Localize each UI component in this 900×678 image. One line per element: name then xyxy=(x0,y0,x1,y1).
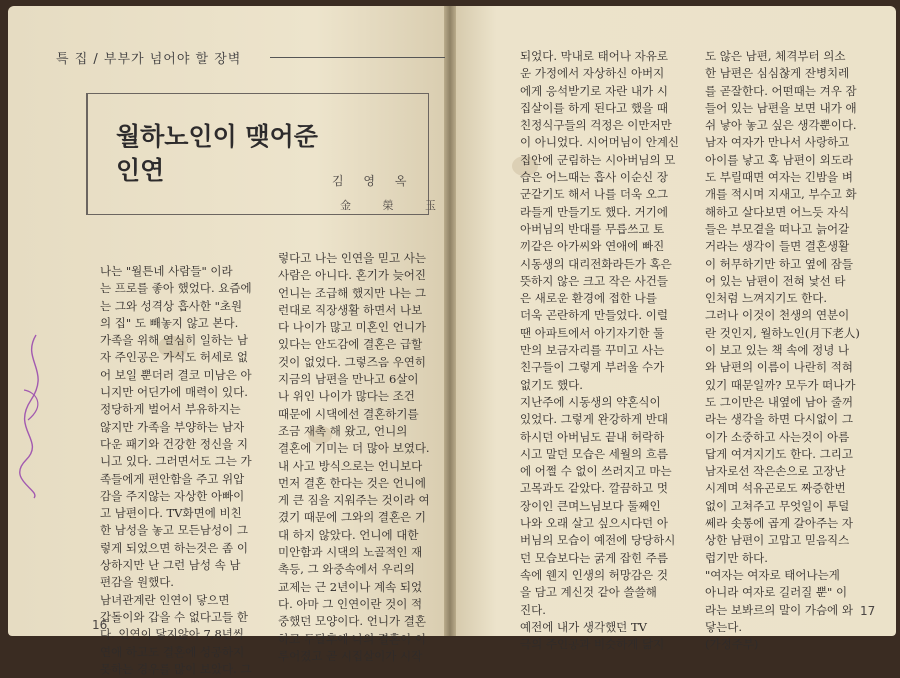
text-line: 나 위인 나이가 많다는 조건 xyxy=(278,389,415,404)
text-line: 족들에게 편안함을 주고 위압 xyxy=(100,471,245,486)
text-line: 없이 고쳐주고 무엇일이 투덜 xyxy=(705,498,850,513)
author-name: 김 영 옥 xyxy=(332,174,415,188)
text-line: 이 아니었다. 시어머님이 안계신 xyxy=(520,135,680,150)
text-line: 어 보일 뿐더러 결코 미남은 아 xyxy=(100,367,252,382)
text-line: 는 프로를 좋아 했었다. 요즘에 xyxy=(100,281,252,296)
text-line: 것이 없었다. 그렇즈음 우연히 xyxy=(278,354,426,369)
text-line: 미안함과 시댁의 노골적인 재 xyxy=(278,545,423,560)
text-line: 시계며 석유곤로도 짜증한번 xyxy=(705,481,846,496)
text-line: 끼같은 아가씨와 연애에 빠진 xyxy=(520,239,665,254)
text-line: 땐 아파트에서 아기자기한 둘 xyxy=(520,325,665,340)
text-line: 갑돌이와 갑을 수 없다고들 한 xyxy=(100,609,248,624)
text-line: 있다는 안도감에 결혼은 급할 xyxy=(278,337,423,352)
text-line: 루어졌고 곧 시집살이가 시작 xyxy=(278,648,423,663)
text-line: 란 것인지, 월하노인(月下老人) xyxy=(705,325,860,340)
text-line: 편감을 원했다. xyxy=(100,575,174,590)
text-line: 다. 아마 그 인연이란 것이 적 xyxy=(278,596,423,611)
text-line: 진다. xyxy=(520,602,546,617)
text-line: 남자로선 작은손으로 고장난 xyxy=(705,464,846,479)
text-line: 던 모습보다는 굵게 잡힌 주름 xyxy=(520,550,668,565)
text-line: (가정주부) xyxy=(705,637,759,652)
text-line: 렇게 되었으면 하는것은 좀 이 xyxy=(100,540,248,555)
text-line: 시동생의 대리전화라든가 혹은 xyxy=(520,256,672,271)
text-line: 상한 남편이 고맙고 믿음직스 xyxy=(705,533,850,548)
text-line: 조금 재촉 해 왔고, 언니의 xyxy=(278,423,408,438)
text-line: 더욱 곤란하게 만들었다. 이럴 xyxy=(520,308,668,323)
author-name-hanja: 金 榮 玉 xyxy=(340,199,450,212)
text-line: "여자는 여자로 태어나는게 xyxy=(705,567,840,582)
text-line: 아버님의 반대를 무릅쓰고 토 xyxy=(520,221,665,236)
text-line: 에게 응석받기로 자란 내가 시 xyxy=(520,83,668,98)
text-line: 습은 어느때는 흡사 이순신 장 xyxy=(520,170,668,185)
text-line: 어 있는 남편이 전혀 낯선 타 xyxy=(705,273,846,288)
text-line: 겼기 때문에 그와의 결혼은 기 xyxy=(278,510,426,525)
right-column-2 xyxy=(705,48,870,653)
text-line: 한 남편은 심심찮게 잔병치레 xyxy=(705,66,850,81)
text-line: 남자 여자가 만나서 사랑하고 xyxy=(705,135,850,150)
text-line: 들어 있는 남편을 보면 내가 애 xyxy=(705,100,857,115)
text-line: 운 가정에서 자상하신 아버지 xyxy=(520,66,665,81)
text-line: 남녀관계란 인연이 닿으면 xyxy=(100,592,230,607)
title-line-2: 인연 xyxy=(116,156,165,185)
text-line: 집안에 군림하는 시아버님의 모 xyxy=(520,152,676,167)
text-line: 못하는 경우를 많이 보았다. 그 xyxy=(100,661,252,676)
text-line: 가족을 위해 열심히 일하는 남 xyxy=(100,333,248,348)
text-line: 도 그이만은 내옆에 남아 줄꺼 xyxy=(705,394,853,409)
text-line: 해하고 살다보면 어느듯 자식 xyxy=(705,204,850,219)
text-line: 않지만 가족을 부양하는 남자 xyxy=(100,419,245,434)
text-line: 언니는 조급해 했지만 나는 그 xyxy=(278,285,426,300)
title-line-1: 월하노인이 맺어준 xyxy=(116,122,318,151)
text-line: 교제는 근 2년이나 계속 되었 xyxy=(278,579,423,594)
text-line: 나와 오래 살고 싶으시다던 아 xyxy=(520,516,668,531)
text-line: 결혼에 기미는 더 많아 보였다. xyxy=(278,441,430,456)
text-line: 도 않은 남편, 체격부터 의소 xyxy=(705,49,846,63)
text-line: 친정식구들의 걱정은 이만저만 xyxy=(520,118,672,133)
text-line: 게 큰 짐을 지워주는 것이라 여 xyxy=(278,493,430,508)
text-line: 되었다. 막내로 태어나 자유로 xyxy=(520,49,668,63)
text-line: 예전에 내가 생각했던 TV xyxy=(520,619,647,634)
text-line: 하시던 아버님도 끝내 허락하 xyxy=(520,429,665,444)
text-line: 다. 인연이 닿지않아 7,8년씩 xyxy=(100,627,244,642)
text-line: 도 부릴때면 여자는 긴밤을 벼 xyxy=(705,170,853,185)
text-line: 사람은 아니다. 혼기가 늦어진 xyxy=(278,268,426,283)
text-line: 라는 생각을 하면 다시없이 그 xyxy=(705,412,853,427)
text-line: 대 하지 않았다. 언니에 대한 xyxy=(278,527,419,542)
article-title xyxy=(116,120,318,188)
text-line: 친구들이 그렇게 부러울 수가 xyxy=(520,360,665,375)
text-line: 없기도 했다. xyxy=(520,377,583,392)
text-line: 쎄라 솟통에 곱게 갈아주는 자 xyxy=(705,516,853,531)
text-line: 라는 보봐르의 말이 가슴에 와 xyxy=(705,602,853,617)
text-line: 연애 하고도 결혼에 성공하지 xyxy=(100,644,245,659)
text-line: 만의 보금자리를 꾸미고 사는 xyxy=(520,343,665,358)
text-line: 니고 있다. 그러면서도 그는 가 xyxy=(100,454,252,469)
text-line: 상하지만 난 그런 남성 속 남 xyxy=(100,558,241,573)
text-line: 지금의 남편을 만나고 6살이 xyxy=(278,372,419,387)
text-line: 극의 주인공과 비슷하게 닮지 xyxy=(520,637,665,652)
text-line: 거라는 생각이 들면 결혼생활 xyxy=(705,239,850,254)
text-line: 니지만 어딘가에 매력이 있다. xyxy=(100,385,248,400)
text-line: 장이인 큰며느님보다 둘째인 xyxy=(520,498,661,513)
text-line: 나는 "월튼네 사람들" 이라 xyxy=(100,264,233,278)
page-number-right: 17 xyxy=(860,604,876,618)
text-line: 답게 여겨지기도 한다. 그리고 xyxy=(705,446,853,461)
text-line: 때문에 시댁에선 결혼하기를 xyxy=(278,406,419,421)
text-line: 고목과도 같았다. 깔끔하고 멋 xyxy=(520,481,668,496)
text-line: 이 허무하기만 하고 옆에 잠들 xyxy=(705,256,853,271)
text-line: 의 집" 도 빼놓지 않고 본다. xyxy=(100,315,239,330)
section-header: 특 집 / 부부가 넘어야 할 장벽 xyxy=(56,52,242,67)
text-line: 럽기만 하다. xyxy=(705,550,768,565)
text-line: 시고 말던 모습은 세월의 흐름 xyxy=(520,446,668,461)
text-line: 집살이를 하게 된다고 했을 때 xyxy=(520,100,668,115)
pen-scribble-mark xyxy=(16,330,56,500)
text-line: 렇다고 나는 인연을 믿고 사는 xyxy=(278,251,426,265)
text-line: 이가 소중하고 사는것이 아름 xyxy=(705,429,850,444)
text-line: 지난주에 시동생의 약혼식이 xyxy=(520,394,661,409)
text-line: 자 주인공은 가식도 허세로 없 xyxy=(100,350,248,365)
text-line: 군같기도 해서 나를 더욱 오그 xyxy=(520,187,668,202)
text-line: 개를 적시며 지새고, 부수고 화 xyxy=(705,187,857,202)
text-line: 버님의 모습이 예전에 당당하시 xyxy=(520,533,676,548)
header-rule xyxy=(270,57,445,58)
text-line: 한 남성을 놓고 모든남성이 그 xyxy=(100,523,248,538)
text-line: 촉등, 그 와중속에서 우리의 xyxy=(278,562,415,577)
left-column-1 xyxy=(100,263,270,678)
text-line: 은 새로운 환경에 접한 나를 xyxy=(520,291,657,306)
text-line: 그러나 이것이 천생의 연분이 xyxy=(705,308,850,323)
text-line: 다운 패기와 건강한 정신을 지 xyxy=(100,436,248,451)
right-column-1 xyxy=(520,48,685,653)
text-line: 하고 두달후에 나의 결혼이 이 xyxy=(278,631,426,646)
text-line: 인처럼 느껴지기도 한다. xyxy=(705,291,828,306)
text-line: 먼저 결혼 한다는 것은 언니에 xyxy=(278,475,426,490)
text-line: 닿는다. xyxy=(705,619,742,634)
text-line: 뜻하지 않은 크고 작은 사건들 xyxy=(520,273,668,288)
book-gutter xyxy=(444,6,456,636)
text-line: 런대로 직장생활 하면서 나보 xyxy=(278,302,423,317)
text-line: 와 남편의 이름이 나란히 적혀 xyxy=(705,360,853,375)
text-line: 다 나이가 많고 미혼인 언니가 xyxy=(278,320,426,335)
text-line: 있었다. 그렇게 완강하게 반대 xyxy=(520,412,668,427)
page-number-left: 16 xyxy=(92,618,108,632)
left-column-2 xyxy=(278,250,436,665)
text-line: 속에 웬지 인생의 허망감은 것 xyxy=(520,567,668,582)
text-line: 중했던 모양이다. 언니가 결혼 xyxy=(278,614,426,629)
text-line: 을 담고 계신것 같아 쓸쓸해 xyxy=(520,585,657,600)
text-line: 쉬 낳아 놓고 싶은 생각뿐이다. xyxy=(705,118,857,133)
text-line: 고 남편이다. TV화면에 비친 xyxy=(100,506,242,521)
text-line: 는 그와 성격상 흡사한 "초원 xyxy=(100,298,243,313)
text-line: 를 곧잘한다. 어떤때는 겨우 잠 xyxy=(705,83,857,98)
text-line: 들은 부모곁을 떠나고 늙어갈 xyxy=(705,221,850,236)
text-line: 아니라 여자로 길러질 뿐" 이 xyxy=(705,585,848,600)
text-line: 감을 주지않는 자상한 아빠이 xyxy=(100,488,245,503)
text-line: 라들게 만들기도 했다. 거기에 xyxy=(520,204,668,219)
text-line: 이 보고 있는 책 속에 정녕 나 xyxy=(705,343,850,358)
text-line: 있기 때문일까? 모두가 떠나가 xyxy=(705,377,856,392)
text-line: 내 사고 방식으로는 언니보다 xyxy=(278,458,423,473)
text-line: 에 어쩔 수 없이 쓰러지고 마는 xyxy=(520,464,672,479)
text-line: 아이를 낳고 혹 남편이 외도라 xyxy=(705,152,853,167)
text-line: 정당하게 벌어서 부유하지는 xyxy=(100,402,241,417)
